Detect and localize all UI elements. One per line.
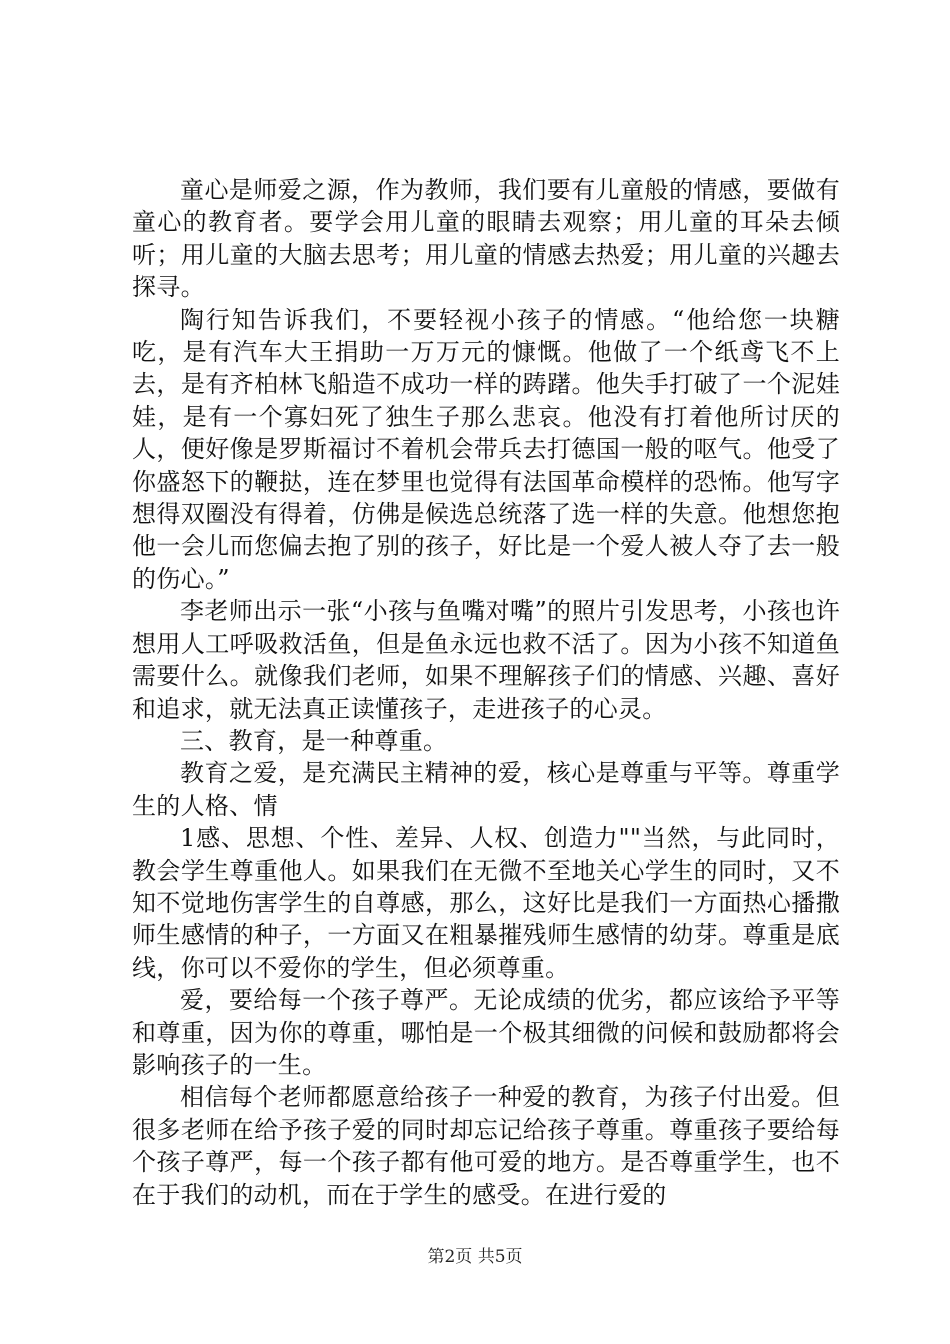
paragraph-dignity: 爱，要给每一个孩子尊严。无论成绩的优劣，都应该给予平等和尊重，因为你的尊重，哪怕是一个极其细微的问候和鼓励都将会影响孩子的一生。 [132, 986, 840, 1079]
section-heading-respect: 三、教育，是一种尊重。 [180, 726, 448, 755]
paragraph-respect-students: 1感、思想、个性、差异、人权、创造力""当然，与此同时，教会学生尊重他人。如果我们在无微不至地关心学生的同时，又不知不觉地伤害学生的自尊感，那么，这好比是我们一方面热心播撒师生感情的种子，一方面又在粗暴摧残师生感情的幼芽。尊重是底线，你可以不爱你的学生，但必须尊重。 [132, 824, 840, 982]
paragraph-tao-xingzhi-quote: 陶行知告诉我们，不要轻视小孩子的情感。“他给您一块糖吃，是有汽车大王捐助一万万元的慷慨。他做了一个纸鸢飞不上去，是有齐柏林飞船造不成功一样的踌躇。他失手打破了一个泥娃娃，是有一个寡妇死了独生子那么悲哀。他没有打着他所讨厌的人，便好像是罗斯福讨不着机会带兵去打德国一般的呕气。他受了你盛怒下的鞭挞，连在梦里也觉得有法国革命模样的恐怖。他写字想得双圈没有得着，仿佛是候选总统落了选一样的失意。他想您抱他一会儿而您偏去抱了别的孩子，好比是一个爱人被人夺了去一般的伤心。” [132, 305, 840, 593]
paragraph-child-and-fish: 李老师出示一张“小孩与鱼嘴对嘴”的照片引发思考，小孩也许想用人工呼吸救活鱼，但是鱼永远也救不活了。因为小孩不知道鱼需要什么。就像我们老师，如果不理解孩子们的情感、兴趣、喜好和追求，就无法真正读懂孩子，走进孩子的心灵。 [132, 597, 840, 723]
page-number-footer: 第2页 共5页 [427, 1247, 523, 1267]
document-body [132, 174, 840, 1211]
paragraph-childlike-heart: 童心是师爱之源，作为教师，我们要有儿童般的情感，要做有童心的教育者。要学会用儿童的眼睛去观察；用儿童的耳朵去倾听；用儿童的大脑去思考；用儿童的情感去热爱；用儿童的兴趣去探寻。 [132, 176, 840, 302]
paragraph-love-of-education: 教育之爱，是充满民主精神的爱，核心是尊重与平等。尊重学生的人格、情 [132, 759, 840, 820]
paragraph-love-and-respect: 相信每个老师都愿意给孩子一种爱的教育，为孩子付出爱。但很多老师在给予孩子爱的同时却忘记给孩子尊重。尊重孩子要给每个孩子尊严，每一个孩子都有他可爱的地方。是否尊重学生，也不在于我们的动机，而在于学生的感受。在进行爱的 [132, 1083, 840, 1209]
